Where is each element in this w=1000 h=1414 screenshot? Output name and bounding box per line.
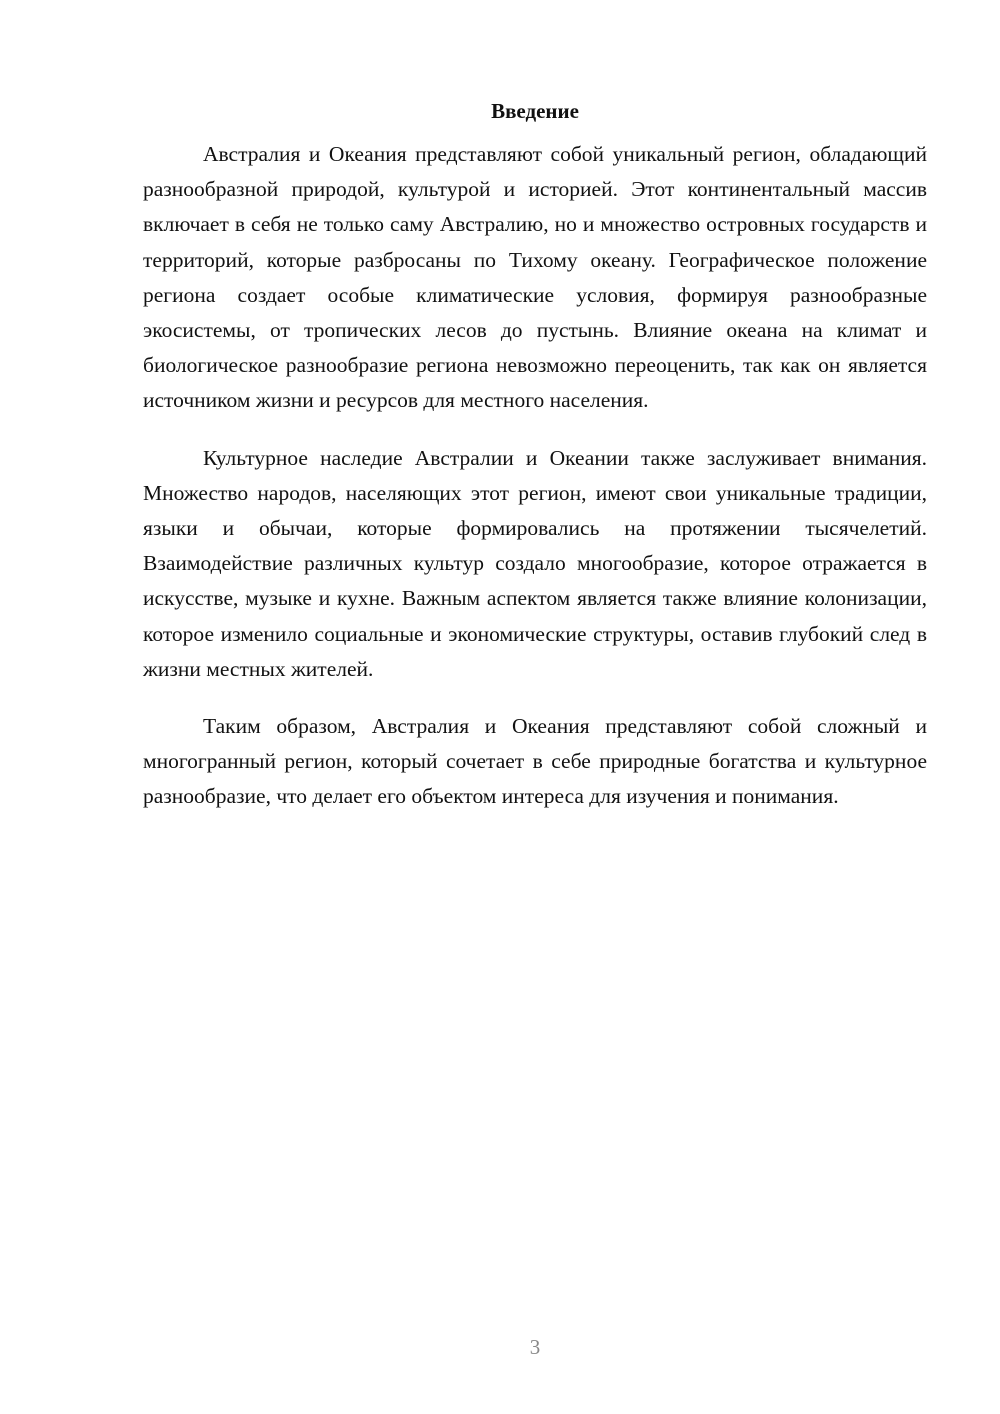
paragraph-3: Таким образом, Австралия и Океания представляют собой сложный и многогранный регион, который сочетает в себе природные богатства и культурное разнообразие, что делает его объектом интереса для изучения и понимания. bbox=[143, 714, 927, 809]
page-number: 3 bbox=[529, 1335, 541, 1359]
paragraph-1: Австралия и Океания представляют собой уникальный регион, обладающий разнообразной природой, культурой и историей. Этот континентальный массив включает в себя не только саму Австралию, но и множество островных государств и территорий, которые разбросаны по Тихому океану. Географическое положение региона создает особые климатические условия, формируя разнообразные экосистемы, от тропических лесов до пустынь. Влияние океана на климат и биологическое разнообразие региона невозможно переоценить, так как он является источником жизни и ресурсов для местного населения. bbox=[143, 142, 927, 413]
section-heading: Введение bbox=[491, 99, 579, 123]
paragraph-2: Культурное наследие Австралии и Океании также заслуживает внимания. Множество народов, населяющих этот регион, имеют свои уникальные традиции, языки и обычаи, которые формировались на протяжении тысячелетий. Взаимодействие различных культур создало многообразие, которое отражается в искусстве, музыке и кухне. Важным аспектом является также влияние колонизации, которое изменило социальные и экономические структуры, оставив глубокий след в жизни местных жителей. bbox=[143, 445, 927, 681]
page-content bbox=[143, 96, 927, 837]
